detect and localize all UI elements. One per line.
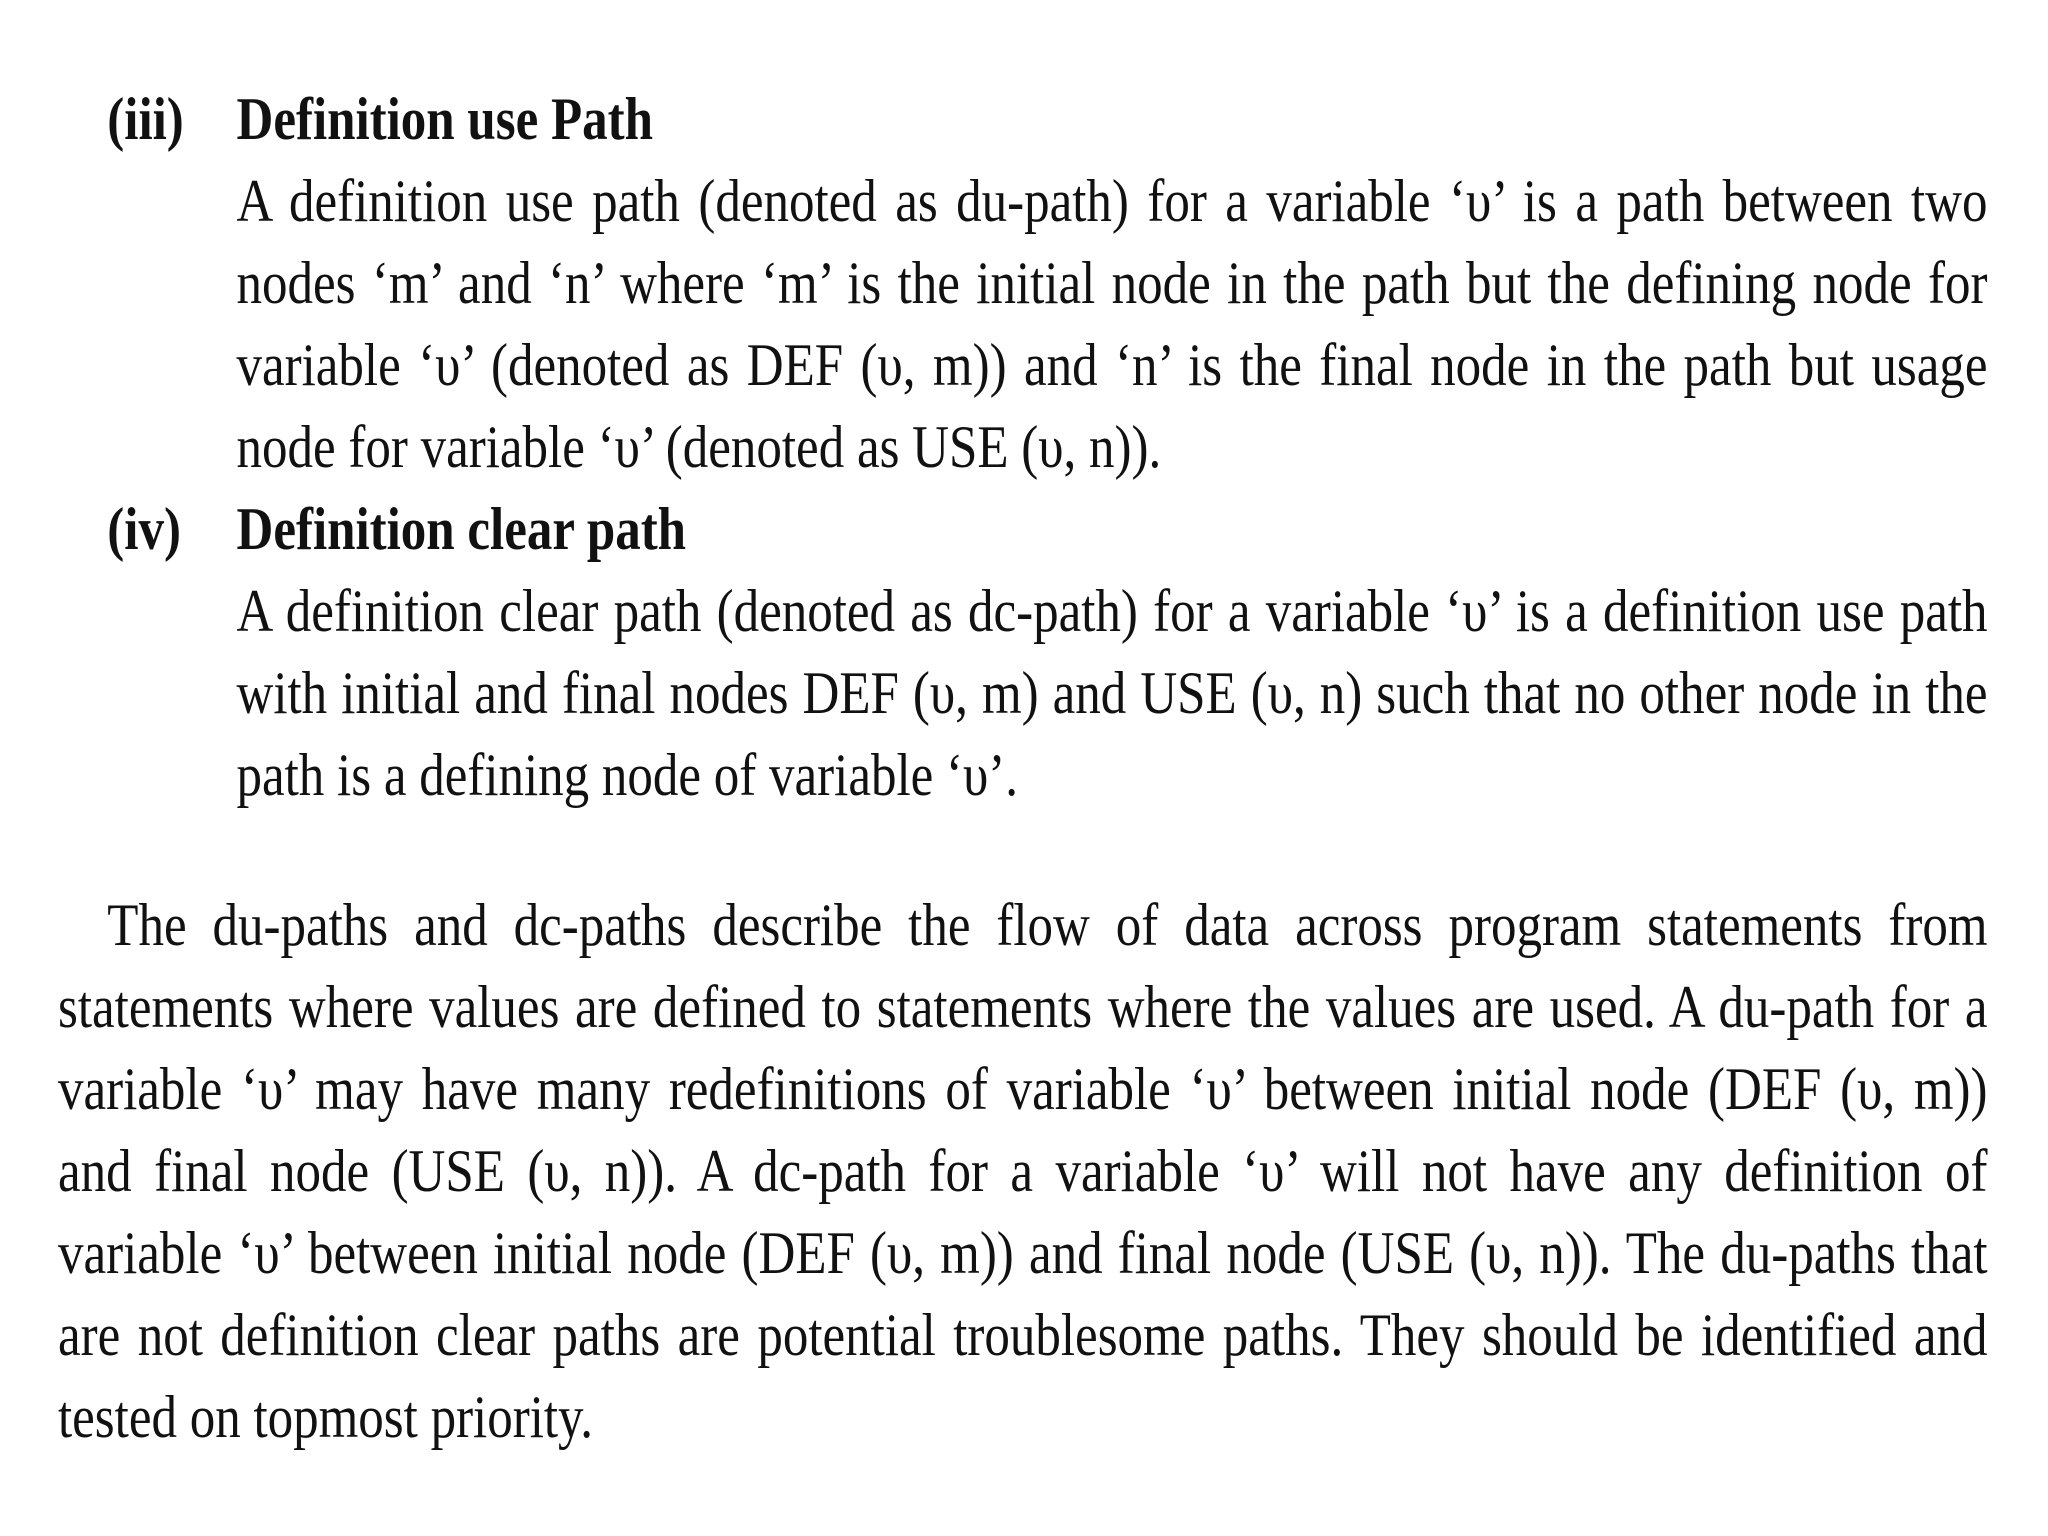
definition-number: (iii): [107, 86, 184, 152]
definition-title: Definition use Path: [236, 86, 654, 152]
body-paragraph: The du-paths and dc-paths describe the flow of data across program statements from statements where values are defined to statements where the values are used. A du-path for a variable ‘υ’ may have many redefinitions of variable ‘υ’ between initial node (DEF (υ, m)) and final node (USE (υ, n)). A dc-path for a variable ‘υ’ will not have any definition of variable ‘υ’ between initial node (DEF (υ, m)) and final node (USE (υ, n)). The du-paths that are not definition clear paths are potential troublesome paths. They should be identified and tested on topmost priority.: [58, 892, 1988, 1450]
definition-item-du-path: [58, 78, 1988, 488]
definition-title: Definition clear path: [236, 496, 687, 562]
document-page: [58, 78, 1988, 1518]
definition-body: A definition clear path (denoted as dc-path) for a variable ‘υ’ is a definition use path with initial and final nodes DEF (υ, m) and USE (υ, n) such that no other node in the path is a defining node of variable ‘υ’.: [236, 578, 1988, 808]
definition-body: A definition use path (denoted as du-path) for a variable ‘υ’ is a path between two nodes ‘m’ and ‘n’ where ‘m’ is the initial node in the path but the defining node for variable ‘υ’ (denoted as DEF (υ, m)) and ‘n’ is the final node in the path but usage node for variable ‘υ’ (denoted as USE (υ, n)).: [236, 168, 1988, 480]
definition-number: (iv): [107, 496, 181, 562]
definition-item-dc-path: [58, 488, 1988, 816]
